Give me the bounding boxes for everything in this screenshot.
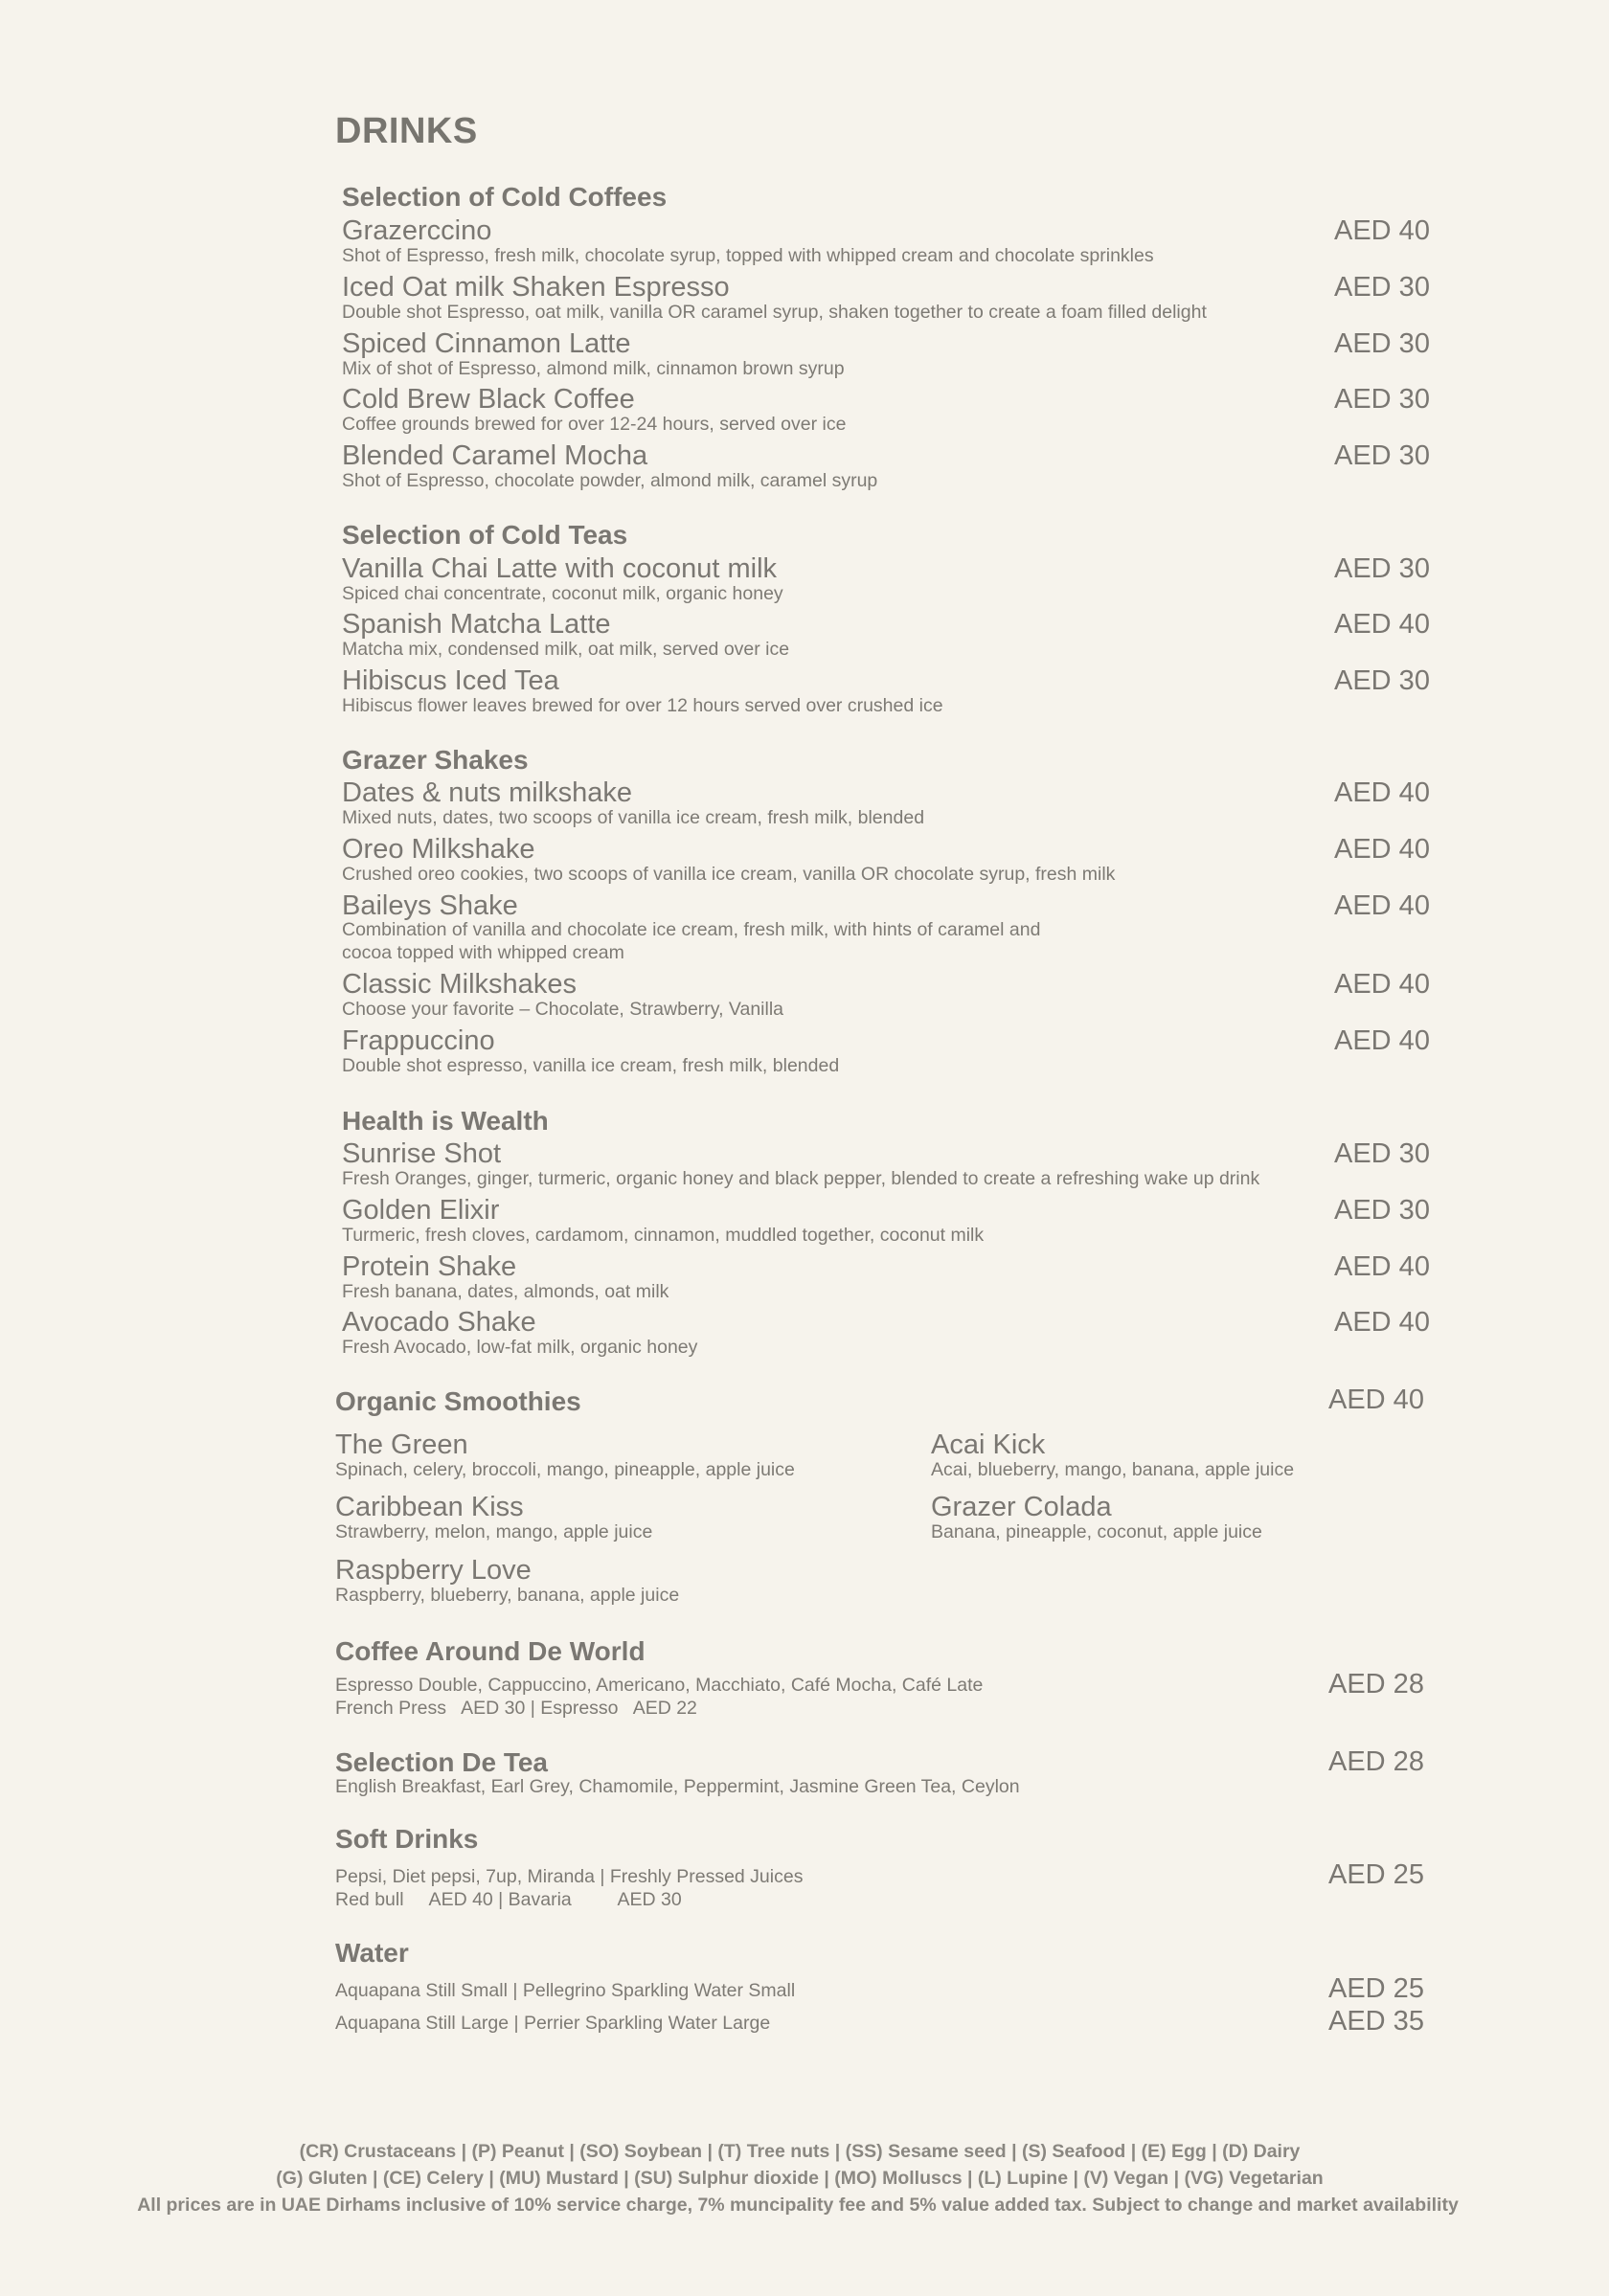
- item-name: Hibiscus Iced Tea: [342, 665, 559, 696]
- item-desc: Spiced chai concentrate, coconut milk, organic honey: [342, 583, 783, 604]
- item-price: AED 40: [1334, 215, 1430, 246]
- allergen-legend: (G) Gluten | (CE) Celery | (MU) Mustard | (SU) Sulphur dioxide | (MO) Molluscs | (L) Lupine | (V) Vegan | (VG) Vegetarian: [276, 2168, 1324, 2189]
- section-title: Coffee Around De World: [335, 1636, 646, 1666]
- item-name: Raspberry Love: [335, 1555, 532, 1586]
- item-price: AED 40: [1334, 969, 1430, 1000]
- item-desc: Fresh banana, dates, almonds, oat milk: [342, 1281, 669, 1302]
- item-price: AED 30: [1334, 440, 1430, 471]
- item-price: AED 40: [1334, 609, 1430, 640]
- item-desc: Double shot Espresso, oat milk, vanilla OR caramel syrup, shaken together to create a foam filled delight: [342, 302, 1207, 323]
- page-title: DRINKS: [335, 111, 478, 151]
- item-desc: Strawberry, melon, mango, apple juice: [335, 1521, 653, 1542]
- item-price: AED 40: [1334, 1307, 1430, 1338]
- item-desc: English Breakfast, Earl Grey, Chamomile, Peppermint, Jasmine Green Tea, Ceylon: [335, 1776, 1020, 1797]
- section-title: Grazer Shakes: [342, 745, 529, 775]
- section-title: Health is Wealth: [342, 1106, 549, 1136]
- item-desc: Aquapana Still Small | Pellegrino Sparkling Water Small: [335, 1980, 796, 2001]
- item-desc: Matcha mix, condensed milk, oat milk, served over ice: [342, 639, 790, 660]
- item-name: Classic Milkshakes: [342, 969, 577, 1000]
- item-name: Blended Caramel Mocha: [342, 440, 648, 471]
- item-price: AED 30: [1334, 384, 1430, 415]
- section-title: Soft Drinks: [335, 1824, 479, 1854]
- item-name: Protein Shake: [342, 1251, 517, 1282]
- item-name: Golden Elixir: [342, 1195, 500, 1226]
- item-name: The Green: [335, 1429, 468, 1460]
- item-price: AED 40: [1334, 834, 1430, 865]
- item-price: AED 40: [1334, 890, 1430, 921]
- item-name: Frappuccino: [342, 1025, 495, 1056]
- item-desc: Coffee grounds brewed for over 12-24 hours, served over ice: [342, 414, 847, 435]
- item-price: AED 35: [1328, 2006, 1424, 2037]
- item-name: Spanish Matcha Latte: [342, 609, 611, 640]
- item-desc: Turmeric, fresh cloves, cardamom, cinnamon, muddled together, coconut milk: [342, 1225, 985, 1246]
- item-price: AED 30: [1334, 272, 1430, 303]
- section-title: Selection of Cold Coffees: [342, 182, 668, 212]
- item-name: Spiced Cinnamon Latte: [342, 328, 631, 359]
- item-name: Sunrise Shot: [342, 1138, 502, 1169]
- section-title: Selection of Cold Teas: [342, 520, 628, 550]
- item-price: AED 40: [1334, 1025, 1430, 1056]
- item-desc: Shot of Espresso, fresh milk, chocolate syrup, topped with whipped cream and chocolate sprinkles: [342, 245, 1154, 266]
- section-title: Selection De Tea: [335, 1747, 549, 1777]
- section-title: Water: [335, 1938, 409, 1968]
- item-name: Baileys Shake: [342, 890, 518, 921]
- section-price: AED 40: [1328, 1384, 1424, 1415]
- item-desc: Red bull AED 40 | Bavaria AED 30: [335, 1889, 682, 1910]
- item-desc: Banana, pineapple, coconut, apple juice: [931, 1521, 1262, 1542]
- item-name: Grazer Colada: [931, 1492, 1112, 1522]
- item-price: AED 30: [1334, 553, 1430, 584]
- item-price: AED 30: [1334, 328, 1430, 359]
- item-desc: Crushed oreo cookies, two scoops of vanilla ice cream, vanilla OR chocolate syrup, fresh milk: [342, 864, 1116, 885]
- item-desc: Mix of shot of Espresso, almond milk, cinnamon brown syrup: [342, 358, 845, 379]
- item-name: Acai Kick: [931, 1429, 1046, 1460]
- item-desc: French Press AED 30 | Espresso AED 22: [335, 1698, 697, 1719]
- item-price: AED 30: [1334, 665, 1430, 696]
- item-desc: Acai, blueberry, mango, banana, apple juice: [931, 1459, 1295, 1480]
- item-name: Cold Brew Black Coffee: [342, 384, 635, 415]
- item-name: Caribbean Kiss: [335, 1492, 524, 1522]
- item-price: AED 40: [1334, 777, 1430, 808]
- item-price: AED 30: [1334, 1138, 1430, 1169]
- item-desc: Hibiscus flower leaves brewed for over 12 hours served over crushed ice: [342, 695, 943, 716]
- item-desc: Pepsi, Diet pepsi, 7up, Miranda | Freshly Pressed Juices: [335, 1866, 804, 1887]
- item-desc: Choose your favorite – Chocolate, Strawberry, Vanilla: [342, 999, 784, 1020]
- item-name: Iced Oat milk Shaken Espresso: [342, 272, 730, 303]
- section-price: AED 25: [1328, 1859, 1424, 1890]
- item-desc: Fresh Oranges, ginger, turmeric, organic honey and black pepper, blended to create a refreshing wake up drink: [342, 1168, 1260, 1189]
- item-price: AED 30: [1334, 1195, 1430, 1226]
- item-name: Dates & nuts milkshake: [342, 777, 633, 808]
- section-title: Organic Smoothies: [335, 1386, 581, 1416]
- item-desc: Espresso Double, Cappuccino, Americano, Macchiato, Café Mocha, Café Late: [335, 1675, 984, 1696]
- item-name: Vanilla Chai Latte with coconut milk: [342, 553, 778, 584]
- item-desc: Double shot espresso, vanilla ice cream, fresh milk, blended: [342, 1055, 840, 1076]
- item-desc: Aquapana Still Large | Perrier Sparkling Water Large: [335, 2013, 771, 2034]
- item-desc: Mixed nuts, dates, two scoops of vanilla ice cream, fresh milk, blended: [342, 807, 925, 828]
- item-desc: Fresh Avocado, low-fat milk, organic honey: [342, 1337, 698, 1358]
- section-price: AED 28: [1328, 1746, 1424, 1777]
- item-desc-continued: cocoa topped with whipped cream: [342, 942, 624, 963]
- item-desc: Shot of Espresso, chocolate powder, almond milk, caramel syrup: [342, 470, 878, 491]
- section-price: AED 28: [1328, 1669, 1424, 1699]
- item-desc: Raspberry, blueberry, banana, apple juice: [335, 1585, 680, 1606]
- item-desc: Combination of vanilla and chocolate ice cream, fresh milk, with hints of caramel and: [342, 919, 1041, 940]
- item-name: Oreo Milkshake: [342, 834, 535, 865]
- item-price: AED 25: [1328, 1973, 1424, 2004]
- item-desc: Spinach, celery, broccoli, mango, pineapple, apple juice: [335, 1459, 795, 1480]
- price-note: All prices are in UAE Dirhams inclusive of 10% service charge, 7% muncipality fee and 5% value added tax. Subject to change and market availability: [137, 2195, 1459, 2216]
- allergen-legend: (CR) Crustaceans | (P) Peanut | (SO) Soybean | (T) Tree nuts | (SS) Sesame seed | (S) Seafood | (E) Egg | (D) Dairy: [299, 2141, 1301, 2162]
- item-name: Avocado Shake: [342, 1307, 536, 1338]
- item-name: Grazerccino: [342, 215, 492, 246]
- item-price: AED 40: [1334, 1251, 1430, 1282]
